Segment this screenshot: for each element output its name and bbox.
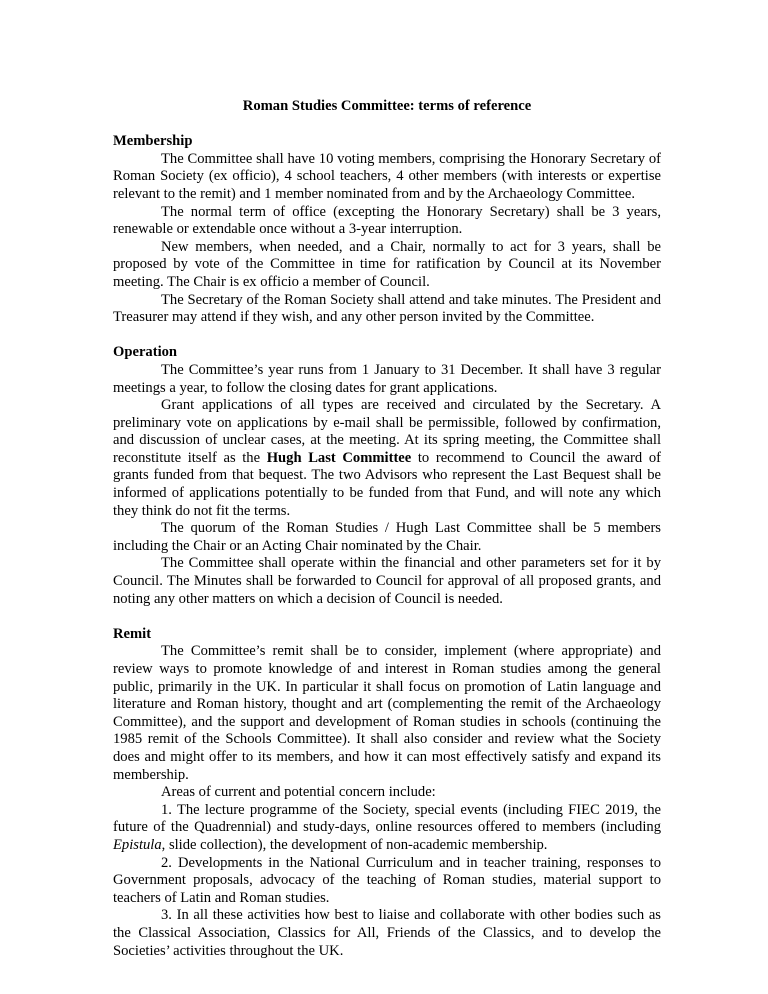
- section-membership: [113, 133, 661, 327]
- section-heading-operation: Operation: [113, 344, 178, 361]
- section-remit: [113, 626, 661, 960]
- epistula-italic: Epistula: [113, 836, 162, 853]
- remit-paragraph-1: The Committee’s remit shall be to consider, implement (where appropriate) and review ways to promote knowledge of and interest in Roman studies among the general public, primarily in the UK. In particular it shall focus on promotion of Latin language and literature and Roman history, thought and art (complementing the remit of the Archaeology Committee), and the support and development of Roman studies in schools (continuing the 1985 remit of the Schools Committee). It shall also consider and review what the Society does and might offer to its members, and how it can most effectively satisfy and expand its membership.: [113, 643, 661, 783]
- operation-paragraph-2-after: to recommend to Council the award of grants funded from that bequest. The two Advisors who represent the Last Bequest shall be informed of applications potentially to be funded from that Fund, and will note any which they think do not fit the terms.: [113, 449, 661, 519]
- section-heading-membership: Membership: [113, 133, 193, 150]
- operation-paragraph-2-before: Grant applications of all types are received and circulated by the Secretary. A preliminary vote on applications by e-mail shall be permissible, followed by confirmation, and discussion of unclear cases, at the meeting. At its spring meeting, the Committee shall reconstitute itself as the: [113, 397, 661, 466]
- remit-item-1-before: 1. The lecture programme of the Society, special events (including FIEC 2019, the future of the Quadrennial) and study-days, online resources offered to members (including: [113, 801, 661, 836]
- remit-paragraph-2: Areas of current and potential concern include:: [161, 784, 436, 801]
- operation-paragraph-3: The quorum of the Roman Studies / Hugh Last Committee shall be 5 members including the Chair or an Acting Chair nominated by the Chair.: [113, 520, 661, 554]
- membership-paragraph-3: New members, when needed, and a Chair, normally to act for 3 years, shall be proposed by vote of the Committee in time for ratification by Council at its November meeting. The Chair is ex officio a member of Council.: [113, 238, 661, 290]
- remit-item-2: 2. Developments in the National Curriculum and in teacher training, responses to Government proposals, advocacy of the teaching of Roman studies, material support to teachers of Latin and Roman studies.: [113, 854, 661, 906]
- membership-paragraph-1: The Committee shall have 10 voting members, comprising the Honorary Secretary of Roman Society (ex officio), 4 school teachers, 4 other members (with interests or expertise relevant to the remit) and 1 member nominated from and by the Archaeology Committee.: [113, 150, 661, 202]
- document-page: [113, 98, 661, 978]
- section-operation: [113, 344, 661, 608]
- document-title: Roman Studies Committee: terms of reference: [242, 98, 532, 114]
- operation-paragraph-2: [113, 397, 661, 520]
- remit-item-1-after: , slide collection), the development of non-academic membership.: [161, 836, 548, 853]
- hugh-last-committee-emphasis: Hugh Last Committee: [266, 449, 412, 466]
- remit-item-3: 3. In all these activities how best to liaise and collaborate with other bodies such as the Classical Association, Classics for All, Friends of the Classics, and to develop the Societies’ activities throughout the UK.: [113, 907, 661, 959]
- section-heading-remit: Remit: [113, 625, 152, 642]
- operation-paragraph-4: The Committee shall operate within the financial and other parameters set for it by Council. The Minutes shall be forwarded to Council for approval of all proposed grants, and noting any other matters on which a decision of Council is needed.: [113, 555, 661, 607]
- membership-paragraph-2: The normal term of office (excepting the Honorary Secretary) shall be 3 years, renewable or extendable once without a 3-year interruption.: [113, 203, 661, 238]
- membership-paragraph-4: The Secretary of the Roman Society shall attend and take minutes. The President and Treasurer may attend if they wish, and any other person invited by the Committee.: [113, 291, 661, 326]
- operation-paragraph-1: The Committee’s year runs from 1 January to 31 December. It shall have 3 regular meetings a year, to follow the closing dates for grant applications.: [113, 361, 661, 396]
- remit-item-1: [113, 802, 661, 855]
